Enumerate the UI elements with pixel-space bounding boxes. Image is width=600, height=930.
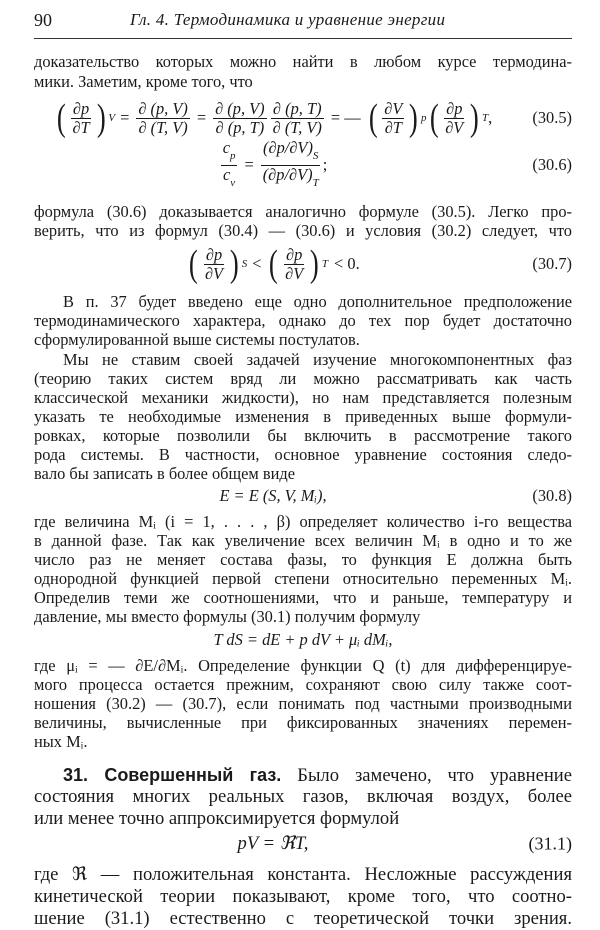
text-line: доказательство которых можно найти в любом курсе термодина-: [34, 52, 572, 71]
text-line: (теорию таких систем вряд ли можно рассматривать как часть: [34, 369, 572, 388]
text-line: шение (31.1) естественно с теоретической точки зрения.: [34, 908, 572, 929]
text-line: однородной функцией первой степени относительно переменных Mᵢ.: [34, 569, 572, 588]
text-line: формула (30.6) доказывается аналогично формуле (30.5). Легко про-: [34, 202, 572, 221]
text-line: число раз не меняет состава фазы, то функция E должна быть: [34, 550, 572, 569]
text-line: где величина Mᵢ (i = 1, . . . , β) определяет количество i-го вещества: [34, 512, 572, 531]
text-line: вало бы записать в более общем виде: [34, 464, 296, 483]
equation-body: pV = ℜT,: [237, 833, 309, 854]
text-line: В п. 37 будет введено еще одно дополнительное предположение: [63, 292, 572, 311]
equation-body: ( $\frac{\partial p}{\partial T}$ ) V = $\frac{\partial (p, V)}{\partial (T, V)}$ = $\frac{\partial (p, V)}{\partial (p, T)}$ $\frac{\partial (p, T)}{\partial (T, V)}$ = — ( $\frac{\partial V}{\partial T}$ ) p ( $\frac{\partial p}{\partial V}$ ) T ,: [56, 97, 493, 139]
fraction: $\frac{\partial p}{\partial V}$: [445, 98, 464, 137]
fraction: $\frac{\partial V}{\partial T}$: [384, 98, 403, 137]
text-line: где μᵢ = — ∂E/∂Mᵢ. Определение функции Q (t) для дифференцируе-: [34, 656, 572, 675]
equation-body: E = E (S, V, Mᵢ),: [219, 486, 327, 505]
equation-30-8: [34, 483, 572, 509]
fraction: $\frac{c_p}{c_v}$: [222, 137, 236, 189]
text-line: величины, вычисленные при фиксированных значениях перемен-: [34, 713, 572, 732]
text-line: Определив теми же соотношениями, что и раньше, температуру и: [34, 588, 572, 607]
fraction: $\frac{(\partial p/\partial V)_S}{(\partial p/\partial V)_T}$: [262, 137, 319, 189]
text-line: мики. Заметим, кроме того, что: [34, 72, 253, 91]
fraction: $\frac{\partial (p, V)}{\partial (p, T)}$: [215, 98, 265, 137]
equation-tds: [34, 627, 572, 653]
text-line: ношения (30.2) — (30.7), если понимать под частными производными: [34, 694, 572, 713]
fraction: $\frac{\partial p}{\partial V}$: [204, 244, 224, 283]
text-line: кинетической теории показывают, кроме того, что соотно-: [34, 886, 572, 907]
section-heading-line: 31. Совершенный газ. Было замечено, что уравнение: [63, 765, 572, 786]
text-line: давление, мы вместо формулы (30.1) получим формулу: [34, 607, 421, 626]
text-line: или менее точно аппроксимируется формулой: [34, 808, 400, 829]
page-header: [34, 8, 572, 34]
text-line: указать те необходимые изменения в приведенных выше формули-: [34, 407, 572, 426]
equation-body: ( $\frac{\partial p}{\partial V}$ ) S < ( $\frac{\partial p}{\partial V}$ ) T < 0.: [189, 243, 360, 285]
text-line: классической механики жидкости), но нам представляется полезным: [34, 388, 572, 407]
equation-30-6: [34, 137, 572, 189]
text-line: ровках, которые позволили бы включить в рассмотрение такого: [34, 426, 572, 445]
running-head: Гл. 4. Термодинамика и уравнение энергии: [130, 10, 446, 29]
equation-number: (30.8): [532, 486, 572, 505]
text-line: верить, что из формул (30.4) — (30.6) и условия (30.2) следует, что: [34, 221, 572, 240]
text-line: где ℜ — положительная константа. Несложные рассуждения: [34, 864, 572, 885]
text-line: мого процесса остается прежним, сохраняют свою силу также соот-: [34, 675, 572, 694]
fraction: $\frac{\partial p}{\partial T}$: [72, 98, 90, 137]
text-line: термодинамического характера, однако до тех пор будет достаточно: [34, 311, 572, 330]
equation-number: (30.5): [532, 108, 572, 127]
page-number: 90: [34, 10, 52, 30]
equation-body: T dS = dE + p dV + μᵢ dMᵢ,: [213, 630, 393, 649]
equation-30-5: [34, 95, 572, 141]
equation-30-7: [34, 242, 572, 286]
equation-number: (30.7): [532, 254, 572, 273]
equation-body: $\frac{c_p}{c_v}$ = $\frac{(\partial p/\partial V)_S}{(\partial p/\partial V)_T}$ ;: [34, 143, 512, 187]
text-line: рода системы. В частности, основное уравнение состояния следо-: [34, 445, 572, 464]
text-line: сформулированной выше системы постулатов.: [34, 330, 360, 349]
fraction: $\frac{\partial p}{\partial V}$: [285, 244, 304, 283]
equation-number: (31.1): [528, 833, 572, 854]
header-rule: [34, 38, 572, 39]
fraction: $\frac{\partial (p, T)}{\partial (T, V)}$: [272, 98, 322, 137]
fraction: $\frac{\partial (p, V)}{\partial (T, V)}$: [138, 98, 188, 137]
text-line: в данной фазе. Так как увеличение всех величин Mᵢ в одно и то же: [34, 531, 572, 550]
text-line: Мы не ставим своей задачей изучение многокомпонентных фаз: [63, 350, 572, 369]
equation-number: (30.6): [532, 155, 572, 174]
text-line: ных Mᵢ.: [34, 732, 88, 751]
equation-31-1: [34, 830, 572, 858]
text-line: состояния многих реальных газов, включая воздух, более: [34, 786, 572, 807]
section-title: 31. Совершенный газ.: [63, 765, 282, 785]
